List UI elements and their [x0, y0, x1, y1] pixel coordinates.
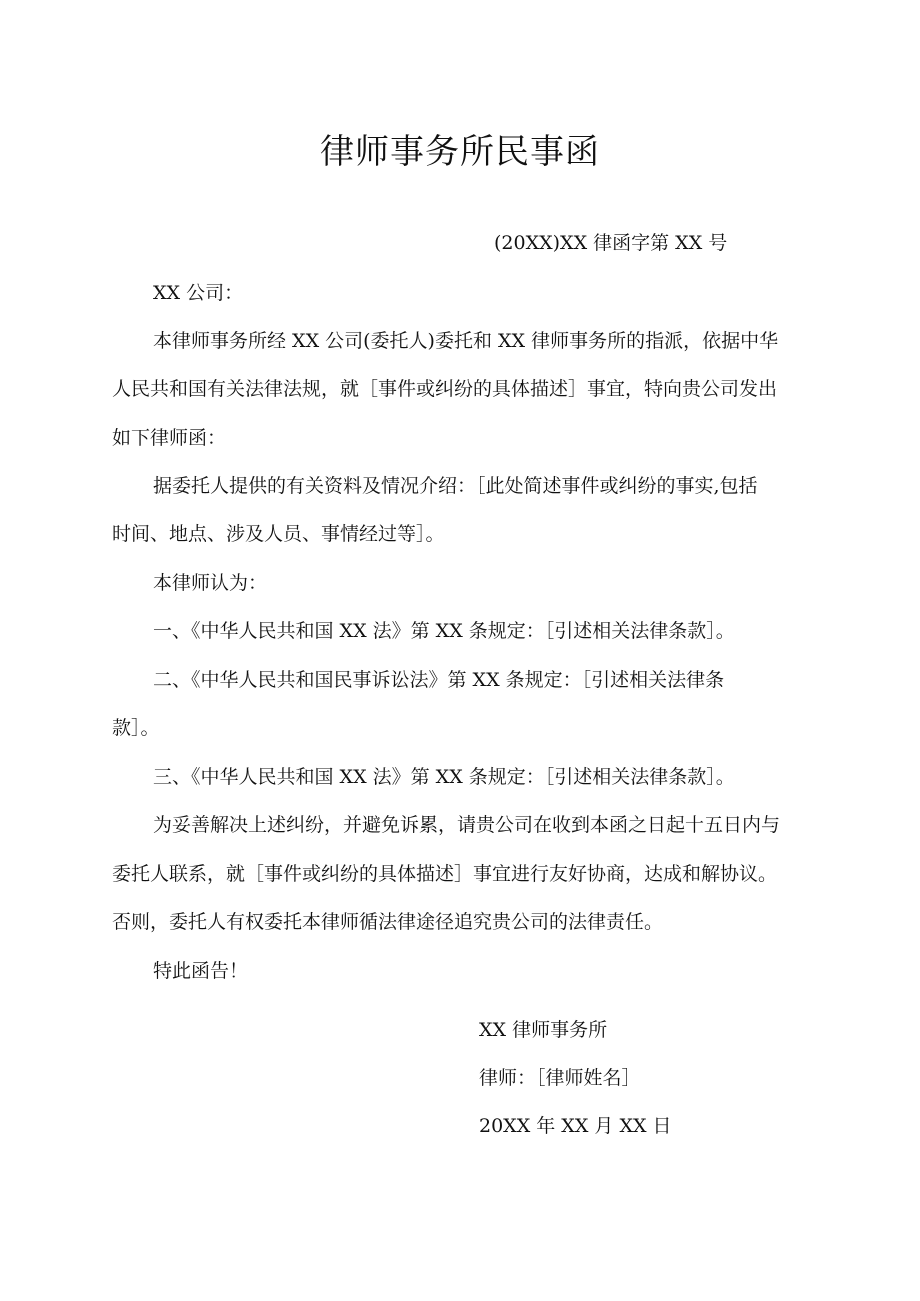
document-title: 律师事务所民事函: [320, 132, 600, 172]
paragraph-line: 本律师事务所经 XX 公司(委托人)委托和 XX 律师事务所的指派，依据中华: [153, 330, 779, 352]
paragraph-line: 如下律师函：: [112, 427, 227, 449]
paragraph-line: 据委托人提供的有关资料及情况介绍：［此处简述事件或纠纷的事实,包括: [153, 475, 758, 497]
paragraph-line: 为妥善解决上述纠纷，并避免诉累，请贵公司在收到本函之日起十五日内与: [153, 814, 781, 836]
clause-two: 二、《中华人民共和国民事诉讼法》第 XX 条规定：［引述相关法律条: [153, 669, 725, 691]
closing-line: 特此函告！: [153, 960, 249, 982]
reference-number: (20XX)XX 律函字第 XX 号: [494, 232, 728, 254]
clause-one: 一、《中华人民共和国 XX 法》第 XX 条规定：［引述相关法律条款］。: [153, 620, 735, 642]
paragraph-line: 时间、地点、涉及人员、事情经过等］。: [112, 523, 445, 545]
clause-three: 三、《中华人民共和国 XX 法》第 XX 条规定：［引述相关法律条款］。: [153, 766, 735, 788]
signature-date: 20XX 年 XX 月 XX 日: [479, 1115, 672, 1137]
paragraph-line: 委托人联系，就［事件或纠纷的具体描述］事宜进行友好协商，达成和解协议。: [112, 863, 778, 885]
signature-firm: XX 律师事务所: [479, 1019, 608, 1041]
paragraph-line: 否则，委托人有权委托本律师循法律途径追究贵公司的法律责任。: [112, 911, 664, 933]
addressee: XX 公司：: [153, 282, 244, 304]
clause-two-continued: 款］。: [112, 717, 160, 739]
paragraph-line: 人民共和国有关法律法规，就［事件或纠纷的具体描述］事宜，特向贵公司发出: [112, 378, 778, 400]
signature-lawyer: 律师：［律师姓名］: [479, 1067, 641, 1089]
paragraph-line: 本律师认为：: [153, 572, 268, 594]
